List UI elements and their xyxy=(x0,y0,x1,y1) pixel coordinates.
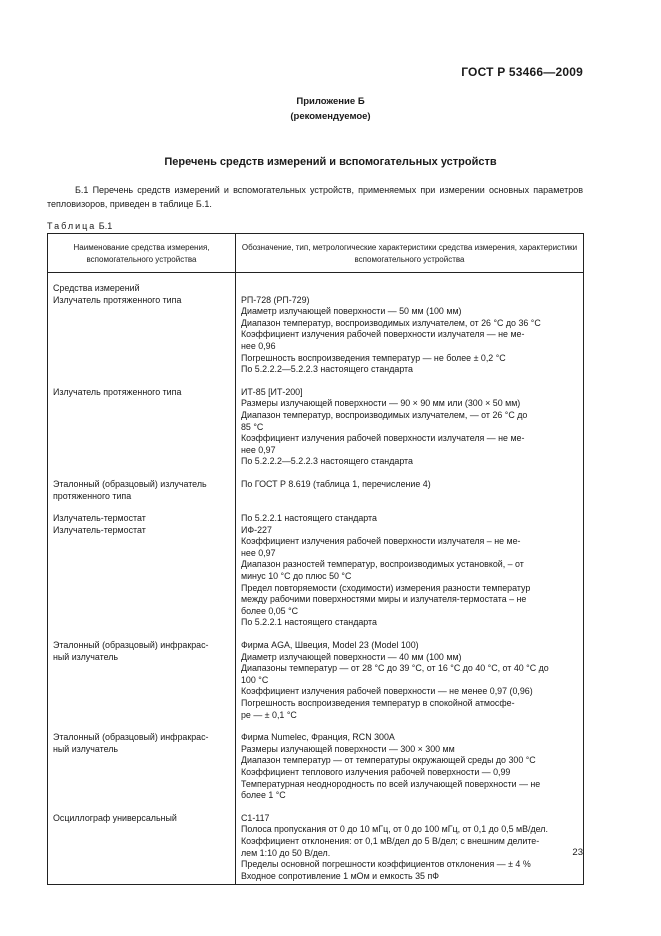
instrument-description-line: С1-117 xyxy=(241,812,270,823)
instrument-description-line: Коэффициент отклонения: от 0,1 мВ/дел до 5 В/дел; с внешним делите- xyxy=(241,835,540,846)
instrument-description-line: 85 °С xyxy=(241,421,264,432)
header-desc-column: Обозначение, тип, метрологические характеристики средства измерения, характеристики вспомогательного устройства xyxy=(236,234,584,273)
instrument-description-line: Диапазон разностей температур, воспроизводимых установкой, – от xyxy=(241,559,524,570)
table-body xyxy=(48,273,584,885)
instrument-name-line: Эталонный (образцовый) инфракрас- xyxy=(53,732,209,743)
instrument-name-cell xyxy=(48,468,236,502)
instrument-name-line: Излучатель-термостат xyxy=(53,524,146,535)
page-number: 23 xyxy=(572,847,583,858)
instrument-description-cell xyxy=(236,629,584,721)
instrument-name-line: Эталонный (образцовый) излучатель xyxy=(53,478,207,489)
instrument-description-cell xyxy=(236,468,584,502)
instrument-description-line: между рабочими поверхностями миры и излучателя-термостата – не xyxy=(241,594,527,605)
instrument-description-cell xyxy=(236,502,584,629)
instrument-description-line: Погрешность воспроизведения температур в спокойной атмосфе- xyxy=(241,698,515,708)
instrument-description-line: нее 0,97 xyxy=(241,444,276,455)
instrument-name-line: Средства измерений xyxy=(53,283,140,293)
table-label-number: Б.1 xyxy=(96,221,113,231)
instrument-name-line: Осциллограф универсальный xyxy=(53,812,177,823)
instrument-description-line: ИФ-227 xyxy=(241,524,272,535)
instrument-name-line: Излучатель-термостат xyxy=(53,513,146,524)
annex-title: Приложение Б xyxy=(296,96,365,107)
instrument-description-line: 100 °С xyxy=(241,674,269,685)
instrument-description-line: Коэффициент излучения рабочей поверхности излучателя — не ме- xyxy=(241,329,525,340)
instrument-description-line: Коэффициент теплового излучения рабочей поверхности — 0,99 xyxy=(241,766,511,777)
instrument-name-line: Излучатель протяженного типа xyxy=(53,294,182,305)
table-row xyxy=(48,376,584,468)
instrument-description-line: Диаметр излучающей поверхности — 50 мм (100 мм) xyxy=(241,306,462,317)
table-row xyxy=(48,721,584,802)
table-label xyxy=(47,221,112,231)
instrument-description-line: Коэффициент излучения рабочей поверхности — не менее 0,97 (0,96) xyxy=(241,686,533,697)
instrument-name-cell xyxy=(48,721,236,802)
instruments-table xyxy=(47,233,584,885)
instrument-description-line: По ГОСТ Р 8.619 (таблица 1, перечисление 4) xyxy=(241,478,431,489)
instrument-description-line: минус 10 °С до плюс 50 °С xyxy=(241,571,352,582)
table-header-row xyxy=(48,234,584,273)
table-row xyxy=(48,802,584,885)
instrument-name-line: ный излучатель xyxy=(53,651,119,662)
instrument-description-cell xyxy=(236,802,584,885)
instrument-description-line: По 5.2.2.2—5.2.2.3 настоящего стандарта xyxy=(241,364,413,375)
section-heading: Перечень средств измерений и вспомогательных устройств xyxy=(164,156,497,168)
instrument-description-line: ИТ-85 [ИТ-200] xyxy=(241,386,303,397)
instrument-description-line: РП-728 (РП-729) xyxy=(241,294,310,305)
instrument-description-cell xyxy=(236,273,584,376)
instrument-description-line: Коэффициент излучения рабочей поверхности излучателя — не ме- xyxy=(241,433,525,444)
instrument-description-line: Пределы основной погрешности коэффициентов отклонения — ± 4 % xyxy=(241,859,531,870)
instrument-description-line: лем 1:10 до 50 В/дел. xyxy=(241,847,331,858)
annex-block xyxy=(0,94,661,124)
instrument-name-line: протяженного типа xyxy=(53,490,132,501)
instrument-description-line: более 0,05 °С xyxy=(241,605,299,616)
instrument-description-line: Температурная неоднородность по всей излучающей поверхности — не xyxy=(241,778,541,789)
instrument-description-line: Диапазон температур — от температуры окружающей среды до 300 °С xyxy=(241,755,536,766)
instrument-description-line: Фирма AGA, Швеция, Model 23 (Model 100) xyxy=(241,640,419,651)
instrument-description-line: ре — ± 0,1 °С xyxy=(241,709,297,720)
instrument-description-line: Диапазон температур, воспроизводимых излучателем, — от 26 °С до xyxy=(241,409,528,420)
instrument-description-line: По 5.2.2.1 настоящего стандарта xyxy=(241,513,377,524)
instrument-description-cell xyxy=(236,376,584,468)
standard-code: ГОСТ Р 53466—2009 xyxy=(461,65,583,79)
table-row xyxy=(48,273,584,376)
instrument-description-line: Диапазон температур, воспроизводимых излучателем, от 26 °С до 36 °С xyxy=(241,317,541,328)
instrument-description-line: Входное сопротивление 1 мОм и емкость 35 пФ xyxy=(241,870,440,881)
table-row xyxy=(48,502,584,629)
instrument-name-cell xyxy=(48,502,236,629)
annex-status: (рекомендуемое) xyxy=(290,111,371,122)
instrument-description-line: Размеры излучающей поверхности — 90 × 90 мм или (300 × 50 мм) xyxy=(241,398,521,409)
table-row xyxy=(48,468,584,502)
instrument-description-line: Погрешность воспроизведения температур — не более ± 0,2 °С xyxy=(241,352,506,363)
instrument-name-line: Эталонный (образцовый) инфракрас- xyxy=(53,640,209,651)
instrument-name-cell xyxy=(48,376,236,468)
header-name-column: Наименование средства измерения, вспомогательного устройства xyxy=(48,234,236,273)
table-row xyxy=(48,629,584,721)
instrument-name-cell xyxy=(48,629,236,721)
instrument-description-line: Фирма Numelec, Франция, RCN 300A xyxy=(241,732,395,743)
instrument-name-line: Излучатель протяженного типа xyxy=(53,386,182,397)
instrument-description-line: Размеры излучающей поверхности — 300 × 300 мм xyxy=(241,743,455,754)
instrument-description-line: По 5.2.2.2—5.2.2.3 настоящего стандарта xyxy=(241,456,413,467)
instrument-description-line: Диапазоны температур — от 28 °С до 39 °С, от 16 °С до 40 °С, от 40 °С до xyxy=(241,663,549,674)
instrument-description-line: нее 0,96 xyxy=(241,340,276,351)
intro-paragraph: Б.1 Перечень средств измерений и вспомогательных устройств, применяемых при измерении основных параметров тепловизоров, приведен в таблице Б.1. xyxy=(47,185,583,209)
instrument-description-cell xyxy=(236,721,584,802)
instrument-description-line: Коэффициент излучения рабочей поверхности излучателя – не ме- xyxy=(241,536,521,547)
instrument-description-line: нее 0,97 xyxy=(241,547,276,558)
instrument-description-line: По 5.2.2.1 настоящего стандарта xyxy=(241,617,377,628)
instrument-description-line: Полоса пропускания от 0 до 10 мГц, от 0 до 100 мГц, от 0,1 до 0,5 мВ/дел. xyxy=(241,824,548,835)
instrument-name-cell xyxy=(48,273,236,376)
instrument-description-line xyxy=(241,283,579,295)
instrument-description-line: Предел повторяемости (сходимости) измерения разности температур xyxy=(241,582,531,593)
instrument-description-line: Диаметр излучающей поверхности — 40 мм (100 мм) xyxy=(241,651,462,662)
table-label-word: Таблица xyxy=(47,221,97,231)
instrument-name-line: ный излучатель xyxy=(53,743,119,754)
instrument-description-line: более 1 °С xyxy=(241,790,286,801)
instrument-name-cell xyxy=(48,802,236,885)
